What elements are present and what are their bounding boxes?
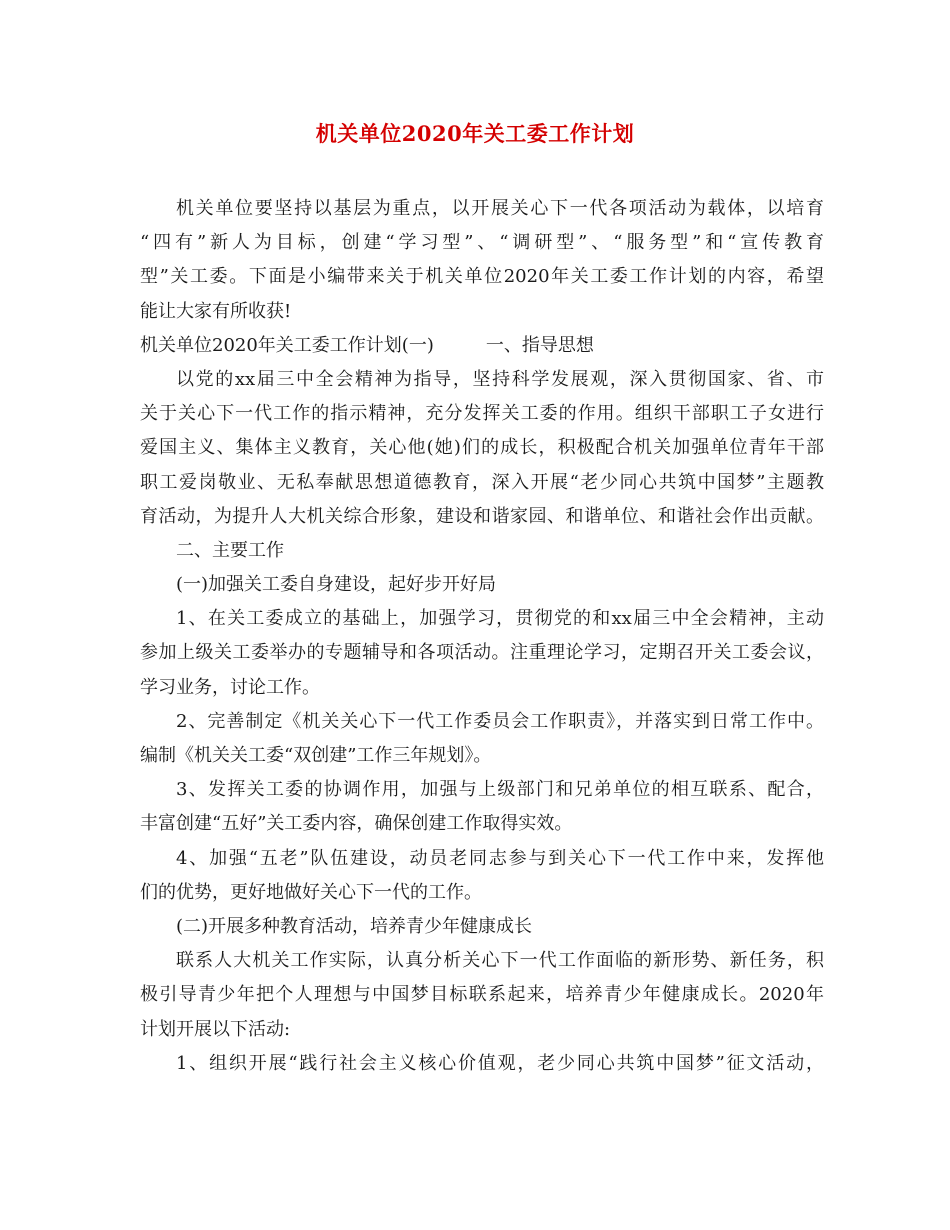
paragraph-line: 2、完善制定《机关关心下一代工作委员会工作职责》，并落实到日常工作中。 <box>176 710 824 732</box>
section-heading-line <box>140 329 824 363</box>
document-title: 机关单位2020年关工委工作计划 <box>315 121 635 146</box>
subsection-heading: (一)加强关工委自身建设，起好步开好局 <box>176 574 497 596</box>
paragraph-line: 关于关心下一代工作的指示精神，充分发挥关工委的作用。组织干部职工子女进行 <box>140 403 824 425</box>
paragraph-line: 计划开展以下活动: <box>140 1018 291 1040</box>
subsection-heading: (二)开展多种教育活动，培养青少年健康成长 <box>176 915 533 937</box>
section-heading: 一、指导思想 <box>485 334 594 356</box>
section-heading: 二、主要工作 <box>176 539 284 561</box>
paragraph-line: 能让大家有所收获! <box>140 300 292 322</box>
paragraph-line: 1、组织开展“践行社会主义核心价值观，老少同心共筑中国梦”征文活动， <box>176 1052 824 1074</box>
paragraph-line: “四有”新人为目标，创建“学习型”、“调研型”、“服务型”和“宣传教育 <box>140 232 824 254</box>
paragraph-line: 职工爱岗敬业、无私奉献思想道德教育，深入开展“老少同心共筑中国梦”主题教 <box>140 471 824 493</box>
paragraph-line: 育活动，为提升人大机关综合形象，建设和谐家园、和谐单位、和谐社会作出贡献。 <box>140 505 824 527</box>
paragraph-line: 爱国主义、集体主义教育，关心他(她)们的成长，积极配合机关加强单位青年干部 <box>140 437 824 459</box>
paragraph-line: 丰富创建“五好”关工委内容，确保创建工作取得实效。 <box>140 813 573 835</box>
paragraph-line: 机关单位要坚持以基层为重点，以开展关心下一代各项活动为载体，以培育 <box>176 198 824 219</box>
paragraph-line: 联系人大机关工作实际，认真分析关心下一代工作面临的新形势、新任务，积 <box>176 950 824 972</box>
paragraph-line: 以党的xx届三中全会精神为指导，坚持科学发展观，深入贯彻国家、省、市 <box>176 368 824 390</box>
paragraph-line: 编制《机关关工委“双创建”工作三年规划》。 <box>140 745 492 766</box>
paragraph-line: 们的优势，更好地做好关心下一代的工作。 <box>140 881 482 903</box>
paragraph-line: 学习业务，讨论工作。 <box>140 676 320 698</box>
paragraph-line: 1、在关工委成立的基础上，加强学习，贯彻党的和xx届三中全会精神，主动 <box>176 608 824 630</box>
paragraph-line: 参加上级关工委举办的专题辅导和各项活动。注重理论学习，定期召开关工委会议， <box>140 642 824 664</box>
paragraph-line: 型”关工委。下面是小编带来关于机关单位2020年关工委工作计划的内容，希望 <box>140 266 824 288</box>
paragraph-line: 3、发挥关工委的协调作用，加强与上级部门和兄弟单位的相互联系、配合， <box>176 779 824 801</box>
paragraph-line: 4、加强“五老”队伍建设，动员老同志参与到关心下一代工作中来，发挥他 <box>176 847 824 869</box>
plan-subtitle: 机关单位2020年关工委工作计划(一) <box>140 334 434 356</box>
paragraph-line: 极引导青少年把个人理想与中国梦目标联系起来，培养青少年健康成长。2020年 <box>140 984 824 1006</box>
document-body <box>140 192 824 1081</box>
